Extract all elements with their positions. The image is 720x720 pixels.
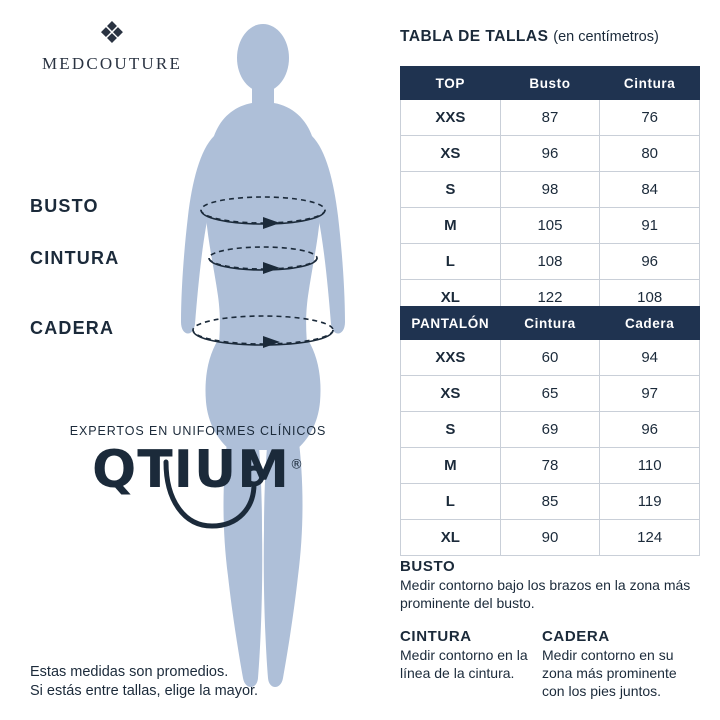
cell: 98 xyxy=(500,172,600,208)
cell: S xyxy=(401,412,501,448)
cell: 105 xyxy=(500,208,600,244)
cell: 96 xyxy=(600,412,700,448)
page-title xyxy=(400,28,659,46)
pant-header-hip: Cadera xyxy=(600,307,700,340)
cell: 122 xyxy=(500,280,600,316)
pant-header-size: PANTALÓN xyxy=(401,307,501,340)
cell: 85 xyxy=(500,484,600,520)
page-title-sub: (en centímetros) xyxy=(553,29,659,45)
pant-header-waist: Cintura xyxy=(500,307,600,340)
table-row xyxy=(401,100,700,136)
cell: 65 xyxy=(500,376,600,412)
cell: 124 xyxy=(600,520,700,556)
page-title-main: TABLA DE TALLAS xyxy=(400,28,549,45)
cell: XS xyxy=(401,376,501,412)
pant-size-table xyxy=(400,306,700,556)
stethoscope-icon xyxy=(150,456,300,546)
table-row xyxy=(401,412,700,448)
note-bust xyxy=(400,558,700,612)
label-waist: CINTURA xyxy=(30,248,120,268)
cell: 96 xyxy=(500,136,600,172)
cell: 76 xyxy=(600,100,700,136)
top-header-size: TOP xyxy=(401,67,501,100)
cell: S xyxy=(401,172,501,208)
label-bust: BUSTO xyxy=(30,196,99,216)
top-header-waist: Cintura xyxy=(600,67,700,100)
cell: 94 xyxy=(600,340,700,376)
table-row xyxy=(401,208,700,244)
cell: 97 xyxy=(600,376,700,412)
cell: 108 xyxy=(500,244,600,280)
cell: M xyxy=(401,448,501,484)
cell: 108 xyxy=(600,280,700,316)
table-row xyxy=(401,448,700,484)
note-waist-text: Medir contorno en la línea de la cintura. xyxy=(400,647,528,681)
cell: XL xyxy=(401,280,501,316)
cell: 110 xyxy=(600,448,700,484)
note-waist-title: CINTURA xyxy=(400,628,472,645)
top-header-bust: Busto xyxy=(500,67,600,100)
cell: 78 xyxy=(500,448,600,484)
note-hip-title: CADERA xyxy=(542,628,610,645)
otium-logo-text: QTIUM xyxy=(92,440,290,500)
cell: XXS xyxy=(401,100,501,136)
footnote-line-1: Estas medidas son promedios. xyxy=(30,664,229,680)
table-row xyxy=(401,340,700,376)
table-header-row xyxy=(401,67,700,100)
cell: 90 xyxy=(500,520,600,556)
body-silhouette xyxy=(148,10,378,700)
note-hip-text: Medir contorno en su zona más prominente con los pies juntos. xyxy=(542,647,677,699)
cell: XL xyxy=(401,520,501,556)
table-row xyxy=(401,484,700,520)
cell: XS xyxy=(401,136,501,172)
registered-mark: ® xyxy=(290,457,304,473)
note-waist xyxy=(400,628,535,682)
cell: 91 xyxy=(600,208,700,244)
cell: 84 xyxy=(600,172,700,208)
table-row xyxy=(401,520,700,556)
top-size-table xyxy=(400,66,700,316)
footnote xyxy=(30,663,258,701)
cell: L xyxy=(401,244,501,280)
cell: XXS xyxy=(401,340,501,376)
cell: 119 xyxy=(600,484,700,520)
table-header-row xyxy=(401,307,700,340)
cell: 60 xyxy=(500,340,600,376)
cell: M xyxy=(401,208,501,244)
label-hip: CADERA xyxy=(30,318,115,338)
brand-name: MEDCOUTURE xyxy=(41,54,183,73)
cell: 96 xyxy=(600,244,700,280)
fleuron-icon: ❖ xyxy=(98,17,126,50)
cell: L xyxy=(401,484,501,520)
table-row xyxy=(401,172,700,208)
note-bust-title: BUSTO xyxy=(400,558,456,575)
note-hip xyxy=(542,628,702,700)
otium-tagline: EXPERTOS EN UNIFORMES CLÍNICOS xyxy=(69,424,327,438)
cell: 87 xyxy=(500,100,600,136)
cell: 69 xyxy=(500,412,600,448)
table-row xyxy=(401,136,700,172)
footnote-line-2: Si estás entre tallas, elige la mayor. xyxy=(30,683,259,699)
table-row xyxy=(401,376,700,412)
note-bust-text: Medir contorno bajo los brazos en la zona más prominente del busto. xyxy=(400,577,691,611)
cell: 80 xyxy=(600,136,700,172)
table-row xyxy=(401,244,700,280)
